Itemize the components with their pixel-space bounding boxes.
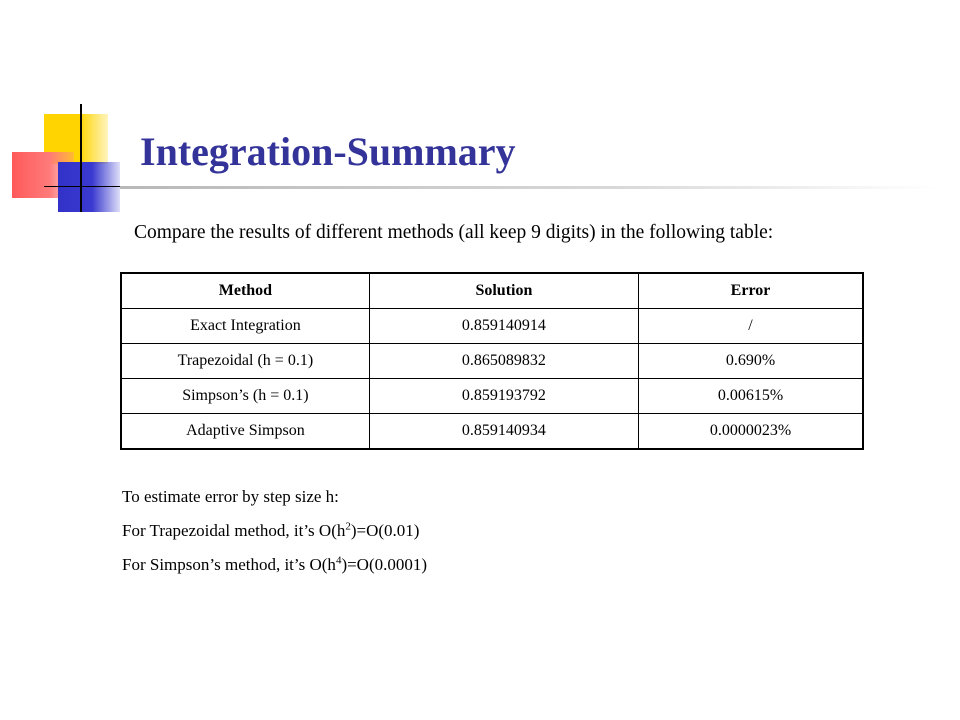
table-row — [121, 309, 863, 344]
table-row — [121, 414, 863, 450]
title-underline — [120, 186, 940, 189]
error-notes — [122, 480, 427, 582]
cell-method: Simpson’s (h = 0.1) — [121, 379, 369, 414]
cell-error: / — [639, 309, 863, 344]
note-3-exponent: 4 — [335, 554, 342, 567]
cell-error: 0.0000023% — [639, 414, 863, 450]
note-line-1: To estimate error by step size h: — [122, 487, 339, 506]
header-solution: Solution — [369, 273, 638, 309]
note-2-exponent: 2 — [345, 520, 351, 533]
cell-method: Trapezoidal (h = 0.1) — [121, 344, 369, 379]
cell-error: 0.690% — [639, 344, 863, 379]
note-3-suffix: )=O(0.0001) — [341, 555, 428, 574]
results-table — [120, 272, 864, 450]
cell-solution: 0.859140934 — [369, 414, 638, 450]
cell-method: Adaptive Simpson — [121, 414, 369, 450]
logo-horizontal-line — [44, 186, 128, 187]
note-2-prefix: For Trapezoidal method, it’s O(h — [122, 521, 346, 540]
blue-square — [58, 162, 120, 212]
intro-text: Compare the results of different methods (all keep 9 digits) in the following table: — [134, 222, 774, 243]
note-2-suffix: )=O(0.01) — [350, 521, 420, 540]
header-method: Method — [121, 273, 369, 309]
table-row — [121, 379, 863, 414]
decorative-logo — [0, 0, 140, 220]
table-row — [121, 344, 863, 379]
cell-solution: 0.859193792 — [369, 379, 638, 414]
cell-error: 0.00615% — [639, 379, 863, 414]
logo-vertical-line — [80, 104, 82, 212]
cell-method: Exact Integration — [121, 309, 369, 344]
note-line-3 — [122, 548, 427, 582]
header-error: Error — [639, 273, 863, 309]
cell-solution: 0.859140914 — [369, 309, 638, 344]
slide-title: Integration-Summary — [140, 129, 516, 174]
table-header-row — [121, 273, 863, 309]
note-line-2 — [122, 514, 427, 548]
cell-solution: 0.865089832 — [369, 344, 638, 379]
note-3-prefix: For Simpson’s method, it’s O(h — [122, 555, 336, 574]
